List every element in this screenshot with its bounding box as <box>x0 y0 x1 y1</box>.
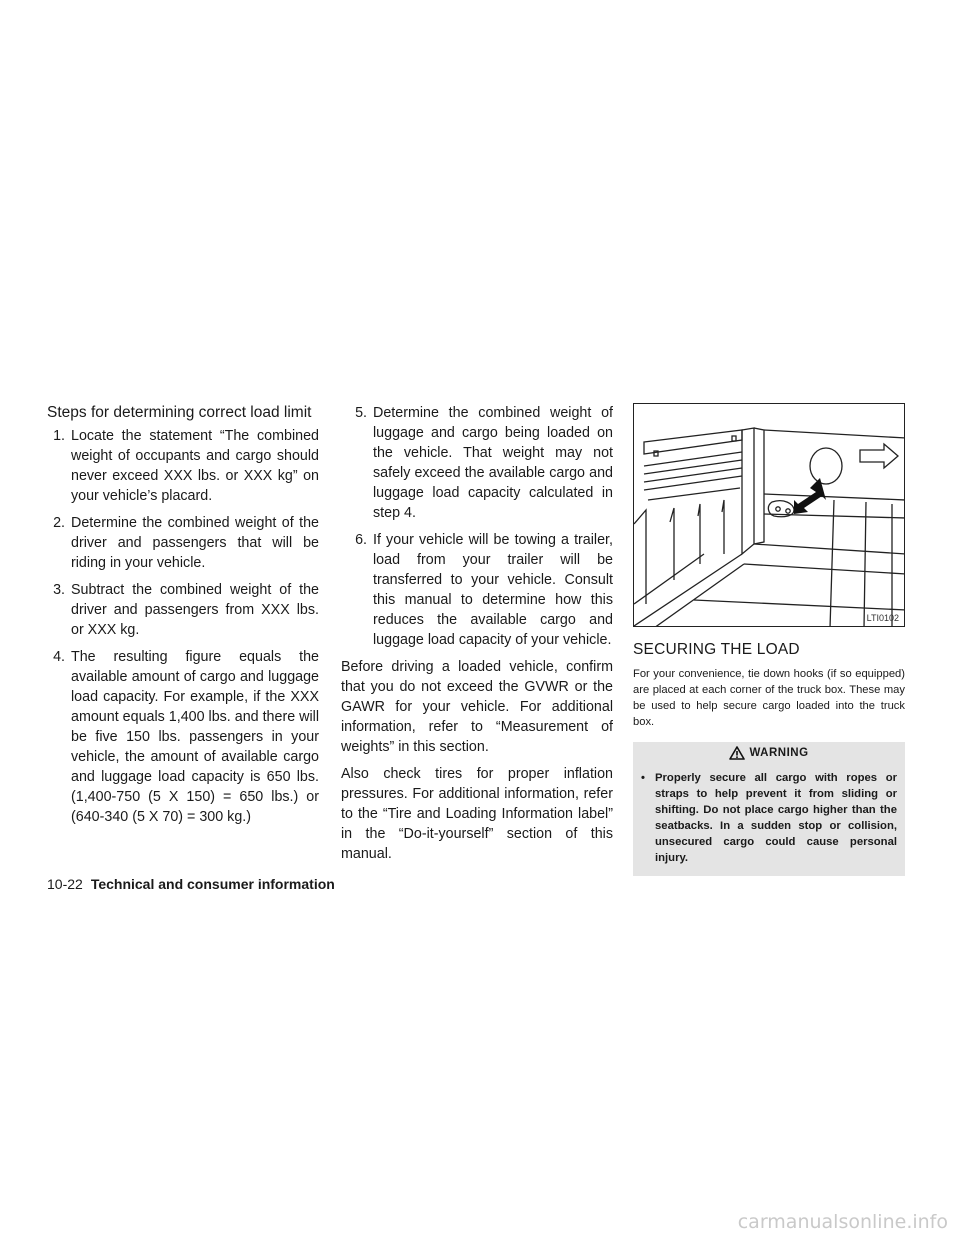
step-text: Determine the combined weight of luggage and cargo being loaded on the vehicle. That weight may not safely exceed the available cargo and luggage load capacity calculated in step 4. <box>373 405 613 521</box>
list-item <box>341 403 613 523</box>
list-item <box>47 426 319 506</box>
bullet: • <box>641 772 645 784</box>
list-item <box>341 530 613 650</box>
truck-bed-tie-down-illustration <box>633 403 905 627</box>
warning-list <box>633 770 905 866</box>
step-number: 1. <box>53 428 65 444</box>
column-middle <box>341 403 613 871</box>
warning-triangle-icon <box>729 746 745 760</box>
list-item <box>47 580 319 640</box>
step-text: The resulting figure equals the available amount of cargo and luggage load capacity. For example, if the XXX amount equals 1,400 lbs. and there will be five 150 lbs. passengers in your vehicle, the amount of available cargo and luggage load capacity is 650 lbs. (1,400-750 (5 X 150) = 650 lbs.) or (640-340 (5 X 70) = 300 kg.) <box>71 649 319 825</box>
list-item <box>47 647 319 827</box>
steps-list-a <box>47 426 319 827</box>
list-item <box>47 513 319 573</box>
column-right <box>633 403 905 876</box>
footer-section-name: Technical and consumer information <box>90 876 335 892</box>
figure-id: LTI0102 <box>866 613 899 623</box>
step-number: 4. <box>53 649 65 665</box>
paragraph-tire-pressure: Also check tires for proper inflation pressures. For additional information, refer to the “Tire and Loading Information label” in the “Do-it-yourself” section of this manual. <box>341 766 613 862</box>
steps-list-b <box>341 403 613 650</box>
warning-label: WARNING <box>749 747 809 759</box>
list-item <box>641 770 897 866</box>
step-number: 6. <box>355 532 367 548</box>
truck-bed-drawing <box>634 404 905 627</box>
paragraph-tie-down-hooks: For your convenience, tie down hooks (if so equipped) are placed at each corner of the truck box. These may be used to help secure cargo loaded into the truck box. <box>633 668 905 728</box>
step-text: Locate the statement “The combined weight of occupants and cargo should never exceed XXX lbs. or XXX kg” on your vehicle’s placard. <box>71 428 319 504</box>
warning-box <box>633 742 905 876</box>
step-number: 5. <box>355 405 367 421</box>
warning-text: Properly secure all cargo with ropes or straps to help prevent it from sliding or shifting. Do not place cargo higher than the seatbacks. In a sudden stop or collision, unsecured cargo could cause personal injury. <box>655 772 897 864</box>
paragraph-confirm-gvwr: Before driving a loaded vehicle, confirm that you do not exceed the GVWR or the GAWR for your vehicle. For additional information, refer to “Measurement of weights” in this section. <box>341 659 613 755</box>
page-number: 10-22 <box>47 876 83 892</box>
step-text: Subtract the combined weight of the driver and passengers from XXX lbs. or XXX kg. <box>71 582 319 638</box>
warning-header <box>633 742 905 764</box>
column-left <box>47 403 319 834</box>
step-number: 2. <box>53 515 65 531</box>
section-title: SECURING THE LOAD <box>633 641 800 658</box>
step-number: 3. <box>53 582 65 598</box>
watermark: carmanualsonline.info <box>737 1211 948 1233</box>
page-footer <box>47 876 335 892</box>
subheading-load-limit: Steps for determining correct load limit <box>47 404 312 421</box>
step-text: Determine the combined weight of the driver and passengers that will be riding in your vehicle. <box>71 515 319 571</box>
step-text: If your vehicle will be towing a trailer, load from your trailer will be transferred to your vehicle. Consult this manual to determine how this reduces the available cargo and luggage load capacity of your vehicle. <box>373 532 613 648</box>
